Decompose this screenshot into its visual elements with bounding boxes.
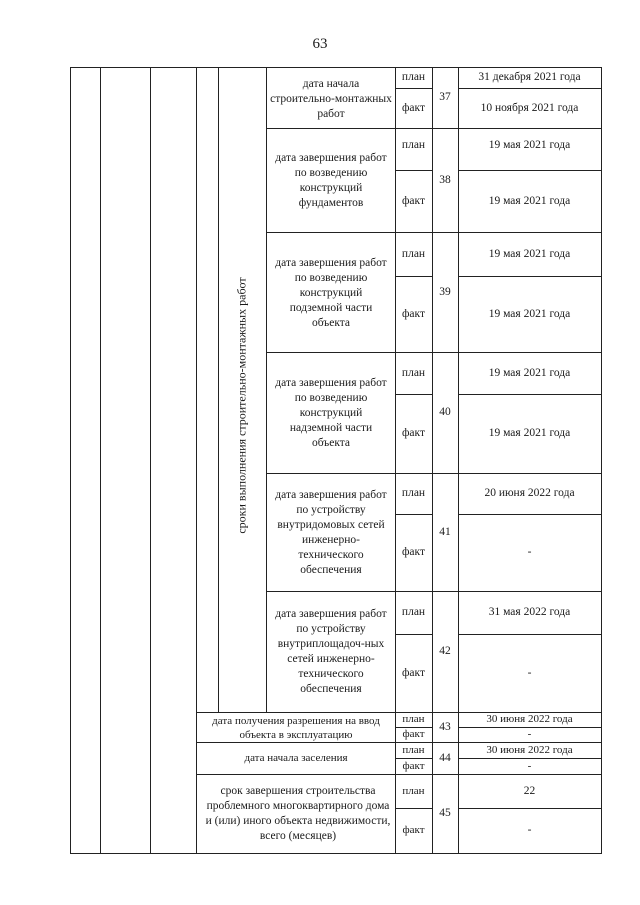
plan-label: план [401, 366, 426, 379]
row-label: дата завершения работ по возведению конструкций подземной части объекта [275, 256, 387, 329]
fact-value: 19 мая 2021 года [488, 427, 571, 439]
plan-value: 22 [523, 784, 536, 797]
row-number: 37 [439, 91, 451, 103]
fact-value: - [527, 824, 532, 836]
plan-value: 19 мая 2021 года [488, 138, 571, 151]
fact-value: 19 мая 2021 года [488, 307, 571, 320]
plan-label: план [402, 743, 425, 756]
row-number: 39 [439, 285, 451, 298]
fact-value: - [527, 546, 532, 558]
row-number: 43 [439, 720, 451, 733]
group-label-text: сроки выполнения строительно-монтажных работ [234, 276, 249, 534]
fact-value: - [527, 759, 532, 772]
row-number: 42 [439, 645, 451, 657]
fact-value: 19 мая 2021 года [488, 194, 571, 207]
plan-value: 31 декабря 2021 года [478, 71, 581, 83]
fact-label: факт [402, 759, 425, 772]
plan-value: 30 июня 2022 года [486, 713, 573, 725]
row-number: 45 [439, 807, 451, 819]
row-label: дата завершения работ по устройству внутриплощадоч-ных сетей инженерно-технического обеспечения [275, 608, 387, 695]
fact-label: факт [401, 101, 426, 114]
fact-label: факт [401, 546, 426, 558]
fact-value: - [527, 728, 532, 740]
row-label: дата получения разрешения на ввод объекта в эксплуатацию [212, 714, 380, 741]
plan-label: план [401, 138, 426, 151]
row-number: 41 [439, 525, 451, 538]
plan-label: план [401, 247, 426, 260]
plan-label: план [402, 713, 425, 725]
fact-label: факт [402, 728, 425, 740]
row-number: 44 [439, 751, 451, 764]
group-label [218, 95, 266, 715]
row-label: дата завершения работ по возведению конструкций фундаментов [275, 152, 387, 209]
plan-value: 19 мая 2021 года [488, 247, 571, 260]
fact-label: факт [401, 307, 426, 320]
plan-label: план [401, 487, 426, 499]
fact-value: 10 ноября 2021 года [480, 101, 579, 114]
plan-value: 20 июня 2022 года [484, 487, 575, 499]
fact-label: факт [401, 427, 426, 439]
fact-label: факт [401, 666, 426, 679]
plan-value: 31 мая 2022 года [488, 606, 571, 618]
plan-label: план [402, 784, 425, 797]
row-label: дата завершения работ по возведению конструкций надземной части объекта [275, 376, 387, 449]
fact-label: факт [401, 194, 426, 207]
plan-value: 19 мая 2021 года [488, 366, 571, 379]
plan-label: план [401, 606, 426, 618]
row-number: 40 [439, 406, 451, 418]
row-label: дата начала заселения [244, 751, 348, 764]
fact-value: - [527, 666, 532, 679]
plan-value: 30 июня 2022 года [486, 743, 573, 756]
plan-label: план [401, 71, 426, 83]
row-label: дата завершения работ по устройству внутридомовых сетей инженерно-технического обеспечения [275, 489, 387, 576]
row-label: дата начала строительно-монтажных работ [270, 77, 392, 120]
fact-label: факт [402, 824, 425, 836]
row-label: срок завершения строительства проблемного многоквартирного дома и (или) иного объекта недвижимости, всего (месяцев) [205, 785, 391, 842]
row-number: 38 [439, 173, 451, 186]
page-number: 63 [312, 36, 328, 52]
